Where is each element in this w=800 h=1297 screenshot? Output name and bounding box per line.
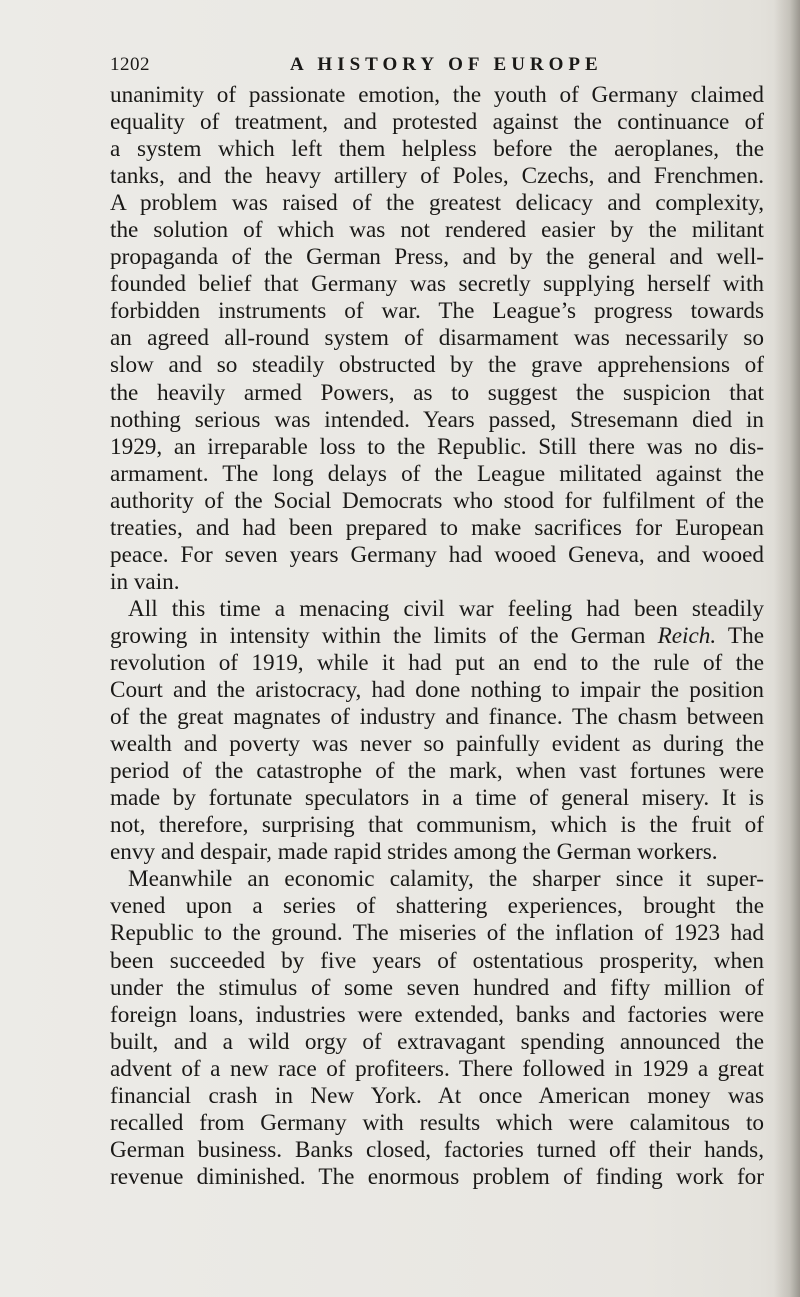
text-line: German business. Banks closed, factories turned off their hands, <box>110 1136 764 1163</box>
text-line: built, and a wild orgy of extravagant spending announced the <box>110 1028 764 1055</box>
text-line: vened upon a series of shattering experiences, brought the <box>110 893 764 920</box>
text-line: founded belief that Germany was secretly supplying herself with <box>110 271 764 298</box>
text-line: slow and so steadily obstructed by the grave apprehensions of <box>110 352 764 379</box>
text-line: Court and the aristocracy, had done nothing to impair the position <box>110 677 764 704</box>
text-line: A problem was raised of the greatest delicacy and complexity, <box>110 190 764 217</box>
text-line: Republic to the ground. The miseries of the inflation of 1923 had <box>110 920 764 947</box>
text-line: the solution of which was not rendered easier by the militant <box>110 217 764 244</box>
text-line: nothing serious was intended. Years passed, Stresemann died in <box>110 406 764 433</box>
text-line: growing in intensity within the limits of the German Reich. The <box>110 622 764 649</box>
running-title: A HISTORY OF EUROPE <box>290 54 603 75</box>
text-line: unanimity of passionate emotion, the youth of Germany claimed <box>110 82 764 108</box>
text-line: recalled from Germany with results which were calamitous to <box>110 1109 764 1136</box>
text-line: of the great magnates of industry and finance. The chasm between <box>110 704 764 731</box>
text-line: armament. The long delays of the League militated against the <box>110 460 764 487</box>
running-head <box>110 50 760 80</box>
text-line: revolution of 1919, while it had put an end to the rule of the <box>110 649 764 676</box>
text-line: tanks, and the heavy artillery of Poles, Czechs, and Frenchmen. <box>110 163 764 190</box>
page-edge-shadow <box>774 0 800 1297</box>
text-line: treaties, and had been prepared to make sacrifices for European <box>110 514 764 541</box>
body-text <box>110 82 764 1191</box>
text-line: the heavily armed Powers, as to suggest the suspicion that <box>110 379 764 406</box>
paragraph-start-line: Meanwhile an economic calamity, the sharper since it super- <box>128 866 764 893</box>
paragraph-end-line: in vain. <box>110 568 180 595</box>
text-line: propaganda of the German Press, and by the general and well- <box>110 244 764 271</box>
text-line: advent of a new race of profiteers. There followed in 1929 a great <box>110 1055 764 1082</box>
text-line: authority of the Social Democrats who stood for fulfilment of the <box>110 487 764 514</box>
text-line: an agreed all-round system of disarmament was necessarily so <box>110 325 764 352</box>
text-line: equality of treatment, and protested against the continuance of <box>110 109 764 136</box>
text-line: period of the catastrophe of the mark, when vast fortunes were <box>110 758 764 785</box>
text-line: revenue diminished. The enormous problem of finding work for <box>110 1163 764 1190</box>
text-line: been succeeded by five years of ostentatious prosperity, when <box>110 947 764 974</box>
text-line: wealth and poverty was never so painfully evident as during the <box>110 731 764 758</box>
text-line: foreign loans, industries were extended, banks and factories were <box>110 1001 764 1028</box>
paragraph-start-line: All this time a menacing civil war feeling had been steadily <box>128 595 764 622</box>
paragraph-end-line: envy and despair, made rapid strides among the German workers. <box>110 839 718 866</box>
text-line: made by fortunate speculators in a time of general misery. It is <box>110 785 764 812</box>
text-line: financial crash in New York. At once American money was <box>110 1082 764 1109</box>
text-line: peace. For seven years Germany had wooed Geneva, and wooed <box>110 541 764 568</box>
text-line: under the stimulus of some seven hundred and fifty million of <box>110 974 764 1001</box>
text-line: forbidden instruments of war. The League’s progress towards <box>110 298 764 325</box>
text-line: 1929, an irreparable loss to the Republic. Still there was no dis- <box>110 433 764 460</box>
text-line: a system which left them helpless before the aeroplanes, the <box>110 136 764 163</box>
page-number: 1202 <box>110 54 150 75</box>
italic-word: Reich. <box>657 622 717 649</box>
text-line: not, therefore, surprising that communism, which is the fruit of <box>110 812 764 839</box>
